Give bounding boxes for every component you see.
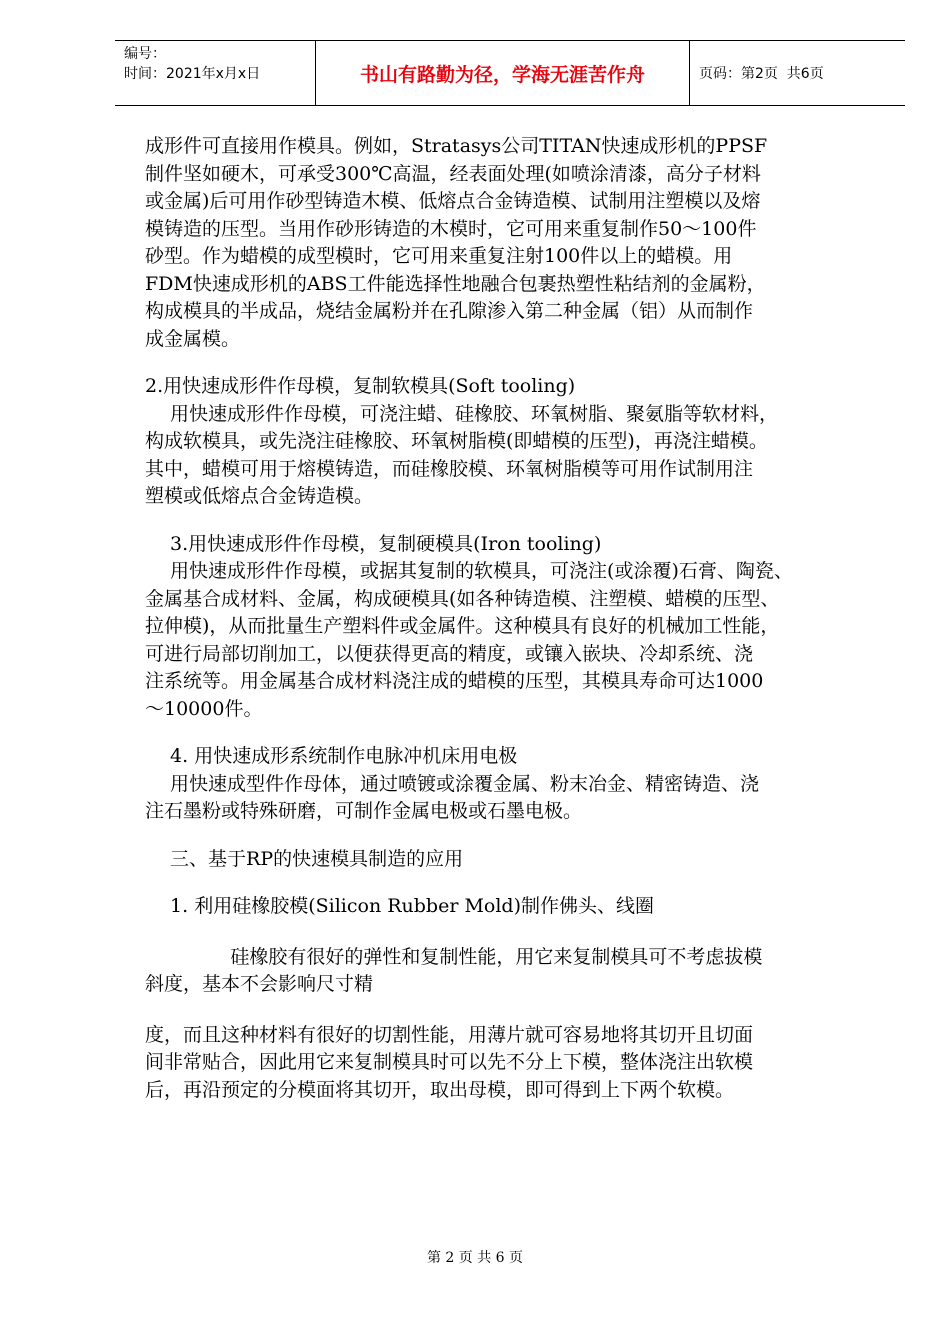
text-line: 度，而且这种材料有很好的切割性能，用薄片就可容易地将其切开且切面 [145, 1023, 754, 1046]
document-time-label: 时间：2021年x月x日 [124, 66, 261, 82]
text-line: 可进行局部切削加工，以便获得更高的精度，或镶入嵌块、冷却系统、浇 [145, 642, 754, 665]
header-info-cell [115, 41, 316, 105]
paragraph [145, 531, 890, 724]
header-page-number: 页码：第2页 共6页 [699, 66, 824, 82]
text-line: 4. 用快速成形系统制作电脉冲机床用电极 [145, 745, 518, 767]
text-line: 构成软模具，或先浇注硅橡胶、环氧树脂模(即蜡模的压型)，再浇注蜡模。 [145, 430, 768, 452]
text-line: 注系统等。用金属基合成材料浇注成的蜡模的压型，其模具寿命可达1000 [145, 670, 764, 692]
paragraph [145, 944, 890, 999]
text-line: 拉伸模)，从而批量生产塑料件或金属件。这种模具有良好的机械加工性能， [145, 615, 780, 637]
text-line: 成形件可直接用作模具。例如，Stratasys公司TITAN快速成形机的PPSF [145, 135, 768, 157]
header-motto: 书山有路勤为径，学海无涯苦作舟 [316, 41, 690, 105]
text-line: 后，再沿预定的分模面将其切开，取出母模，即可得到上下两个软模。 [145, 1078, 735, 1101]
text-line: 三、基于RP的快速模具制造的应用 [145, 847, 464, 870]
text-line: 金属基合成材料、金属，构成硬模具(如各种铸造模、注塑模、蜡模的压型、 [145, 587, 780, 610]
text-line: 构成模具的半成品，烧结金属粉并在孔隙渗入第二种金属（铝）从而制作 [145, 300, 754, 322]
text-line: 用快速成形件作母模，可浇注蜡、硅橡胶、环氧树脂、聚氨脂等软材料， [145, 402, 779, 425]
paragraph [145, 743, 890, 826]
text-line: 成金属模。 [145, 327, 241, 350]
text-line: 用快速成形件作母模，或据其复制的软模具，可浇注(或涂覆)石膏、陶瓷、 [145, 560, 793, 582]
paragraph [145, 1022, 890, 1105]
text-line: 砂型。作为蜡模的成型模时，它可用来重复注射100件以上的蜡模。用 [145, 245, 733, 267]
text-line: ～10000件。 [145, 697, 263, 720]
text-line: 塑模或低熔点合金铸造模。 [145, 485, 374, 507]
text-line: 硅橡胶有很好的弹性和复制性能，用它来复制模具可不考虑拔模 [145, 945, 763, 968]
paragraph [145, 893, 890, 921]
page-footer: 第 2 页 共 6 页 [426, 1250, 524, 1266]
text-line: FDM快速成形机的ABS工件能选择性地融合包裹热塑性粘结剂的金属粉， [145, 272, 766, 295]
paragraph [145, 846, 890, 874]
document-body [145, 133, 890, 1104]
paragraph [145, 133, 890, 353]
text-line: 模铸造的压型。当用作砂形铸造的木模时，它可用来重复制作50～100件 [145, 217, 757, 240]
text-line: 2.用快速成形件作母模，复制软模具(Soft tooling) [145, 375, 576, 397]
text-line: 1. 利用硅橡胶模(Silicon Rubber Mold)制作佛头、线圈 [145, 895, 655, 917]
document-number-label: 编号： [124, 46, 166, 62]
text-line: 注石墨粉或特殊研磨，可制作金属电极或石墨电极。 [145, 800, 583, 822]
text-line: 斜度，基本不会影响尺寸精 [145, 973, 374, 995]
text-line: 间非常贴合，因此用它来复制模具时可以先不分上下模，整体浇注出软模 [145, 1051, 754, 1073]
text-line: 或金属)后可用作砂型铸造木模、低熔点合金铸造模、试制用注塑模以及熔 [145, 190, 761, 212]
text-line: 用快速成型件作母体，通过喷镀或涂覆金属、粉末冶金、精密铸造、浇 [145, 772, 760, 795]
text-line: 其中，蜡模可用于熔模铸造，而硅橡胶模、环氧树脂模等可用作试制用注 [145, 457, 754, 480]
text-line: 3.用快速成形件作母模，复制硬模具(Iron tooling) [145, 532, 602, 555]
paragraph [145, 373, 890, 511]
text-line: 制件坚如硬木，可承受300℃高温，经表面处理(如喷涂清漆，高分子材料 [145, 162, 761, 185]
page-header [115, 40, 905, 106]
